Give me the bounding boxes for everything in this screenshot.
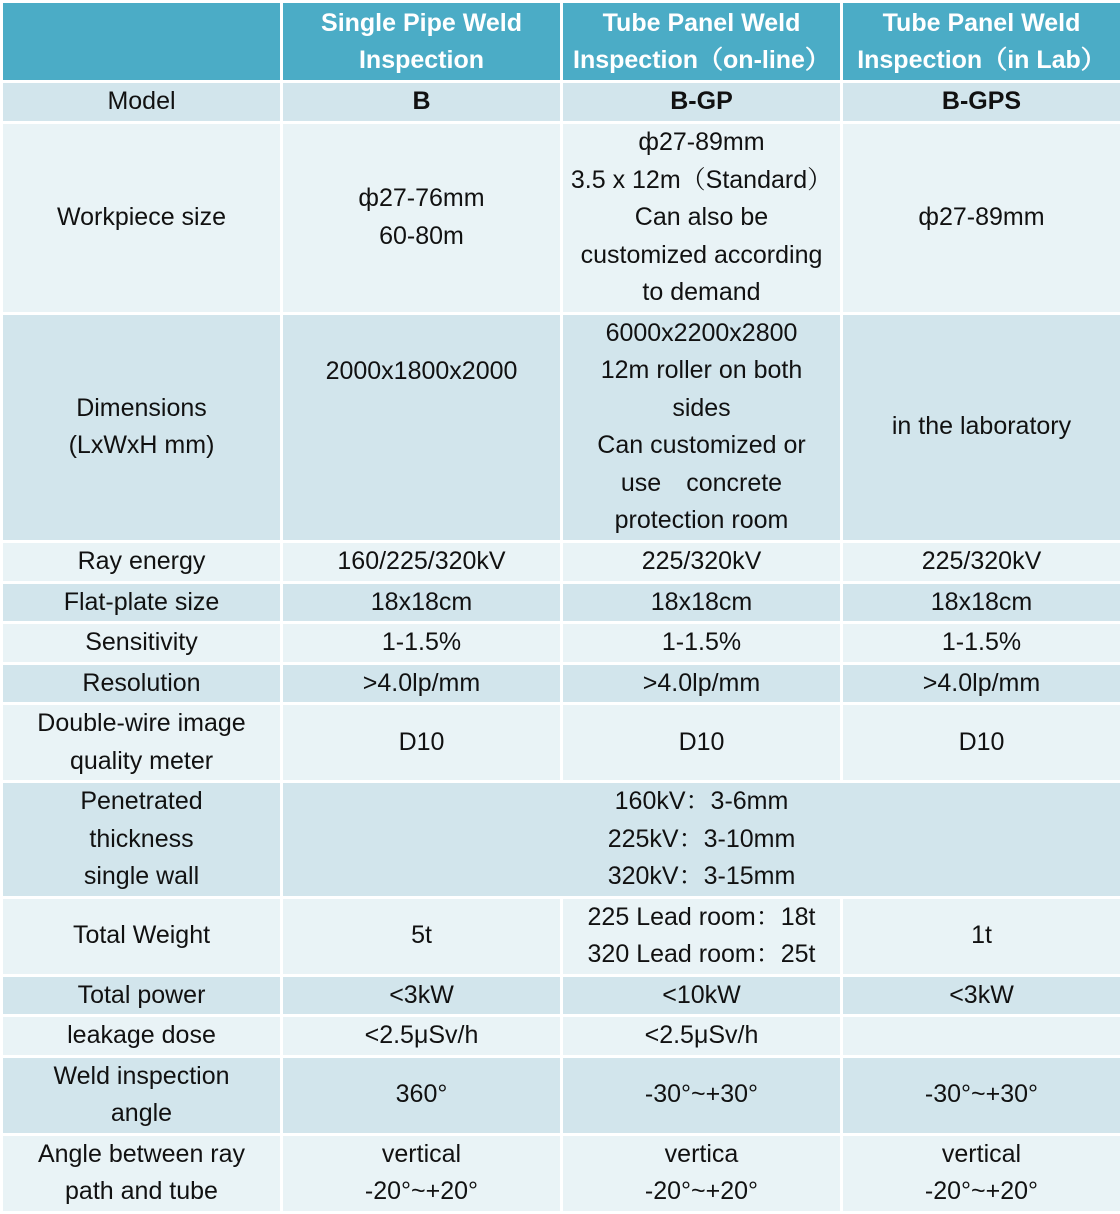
cell-total-weight-b	[282, 897, 562, 975]
cell-dimensions-bgp	[562, 313, 842, 541]
cell-text-line: leakage dose	[9, 1017, 274, 1055]
cell-text-line: Sensitivity	[9, 624, 274, 662]
row-label-resolution	[2, 663, 282, 704]
cell-leakage-bgps	[842, 1016, 1120, 1057]
cell-text-line: Resolution	[9, 665, 274, 703]
cell-text-line: protection room	[569, 502, 834, 540]
cell-text-line: 5t	[289, 917, 554, 955]
cell-workpiece-bgp	[562, 123, 842, 314]
cell-ray-energy-bgp	[562, 541, 842, 582]
cell-text-line: Tube Panel Weld	[849, 5, 1114, 42]
table-row-dimensions	[2, 313, 1120, 541]
cell-flat-plate-bgp	[562, 582, 842, 623]
table-row-ray-angle	[2, 1134, 1120, 1212]
table-row-weld-angle	[2, 1056, 1120, 1134]
cell-double-wire-bgp	[562, 704, 842, 782]
row-label-ray-energy	[2, 541, 282, 582]
cell-text-line: 18x18cm	[289, 584, 554, 622]
cell-ray-angle-bgp	[562, 1134, 842, 1212]
cell-weld-angle-bgp	[562, 1056, 842, 1134]
cell-resolution-bgps	[842, 663, 1120, 704]
cell-text-line: 1-1.5%	[849, 624, 1114, 662]
cell-double-wire-b	[282, 704, 562, 782]
cell-text-line: Total power	[9, 977, 274, 1015]
cell-text-line: Model	[9, 83, 274, 121]
table-row-total-power	[2, 975, 1120, 1016]
cell-text-line: Can also be	[569, 199, 834, 237]
cell-resolution-bgp	[562, 663, 842, 704]
cell-text-line: ф27-76mm	[289, 180, 554, 218]
cell-text-line: Double-wire image	[9, 705, 274, 743]
cell-model-bgp	[562, 82, 842, 123]
cell-text-line: 160/225/320kV	[289, 543, 554, 581]
cell-text-line: 1t	[849, 917, 1114, 955]
cell-text-line: 2000x1800x2000	[289, 353, 554, 391]
cell-text-line: 6000x2200x2800	[569, 315, 834, 353]
cell-total-weight-bgps	[842, 897, 1120, 975]
cell-total-power-bgp	[562, 975, 842, 1016]
cell-text-line: -30°~+30°	[849, 1076, 1114, 1114]
cell-text-line: 3.5 x 12m（Standard）	[569, 162, 834, 200]
row-label-weld-angle	[2, 1056, 282, 1134]
cell-text-line: Angle between ray	[9, 1136, 274, 1174]
cell-text-line: vertical	[289, 1136, 554, 1174]
cell-text-line: Penetrated	[9, 783, 274, 821]
header-single-pipe	[282, 2, 562, 82]
header-tube-panel-online	[562, 2, 842, 82]
cell-text-line: 225/320kV	[569, 543, 834, 581]
cell-text-line: B	[289, 83, 554, 121]
cell-text-line: Flat-plate size	[9, 584, 274, 622]
cell-leakage-bgp	[562, 1016, 842, 1057]
table-row-double-wire	[2, 704, 1120, 782]
cell-text-line: 225 Lead room：18t	[569, 899, 834, 937]
cell-text-line: 12m roller on both	[569, 352, 834, 390]
cell-text-line: Dimensions	[9, 390, 274, 428]
row-label-flat-plate	[2, 582, 282, 623]
cell-double-wire-bgps	[842, 704, 1120, 782]
table-row-resolution	[2, 663, 1120, 704]
cell-workpiece-b	[282, 123, 562, 314]
cell-weld-angle-b	[282, 1056, 562, 1134]
cell-text-line: to demand	[569, 274, 834, 312]
cell-ray-angle-bgps	[842, 1134, 1120, 1212]
cell-text-line: ф27-89mm	[849, 199, 1114, 237]
cell-dimensions-bgps	[842, 313, 1120, 541]
cell-text-line: <10kW	[569, 977, 834, 1015]
cell-text-line: -20°~+20°	[289, 1173, 554, 1211]
cell-text-line: customized according	[569, 237, 834, 275]
cell-text-line: angle	[9, 1095, 274, 1133]
cell-text-line: -30°~+30°	[569, 1076, 834, 1114]
cell-text-line: D10	[849, 724, 1114, 762]
row-label-workpiece	[2, 123, 282, 314]
cell-dimensions-b	[282, 313, 562, 541]
cell-text-line: quality meter	[9, 743, 274, 781]
cell-text-line: D10	[569, 724, 834, 762]
row-label-ray-angle	[2, 1134, 282, 1212]
table-row-model	[2, 82, 1120, 123]
cell-text-line: single wall	[9, 858, 274, 896]
cell-text-line: B-GPS	[849, 83, 1114, 121]
row-label-double-wire	[2, 704, 282, 782]
cell-text-line: <3kW	[289, 977, 554, 1015]
cell-text-line: 1-1.5%	[569, 624, 834, 662]
cell-text-line: <2.5μSv/h	[289, 1017, 554, 1055]
row-label-model	[2, 82, 282, 123]
row-label-dimensions	[2, 313, 282, 541]
cell-workpiece-bgps	[842, 123, 1120, 314]
cell-text-line: path and tube	[9, 1173, 274, 1211]
cell-text-line: thickness	[9, 821, 274, 859]
cell-text-line: 60-80m	[289, 218, 554, 256]
cell-text-line: Inspection	[289, 42, 554, 79]
cell-text-line: sides	[569, 390, 834, 428]
cell-text-line: 160kV：3-6mm	[289, 783, 1114, 821]
cell-weld-angle-bgps	[842, 1056, 1120, 1134]
cell-text-line: vertical	[849, 1136, 1114, 1174]
cell-sensitivity-bgps	[842, 623, 1120, 664]
cell-sensitivity-b	[282, 623, 562, 664]
table-row-ray-energy	[2, 541, 1120, 582]
cell-text-line: 320kV：3-15mm	[289, 858, 1114, 896]
cell-total-power-b	[282, 975, 562, 1016]
cell-text-line: -20°~+20°	[849, 1173, 1114, 1211]
cell-text-line: D10	[289, 724, 554, 762]
cell-ray-angle-b	[282, 1134, 562, 1212]
table-row-leakage	[2, 1016, 1120, 1057]
row-label-penetrated	[2, 782, 282, 898]
table-row-sensitivity	[2, 623, 1120, 664]
table-row-workpiece	[2, 123, 1120, 314]
cell-text-line: -20°~+20°	[569, 1173, 834, 1211]
cell-text-line: 360°	[289, 1076, 554, 1114]
cell-text-line: B-GP	[569, 83, 834, 121]
cell-text-line: Single Pipe Weld	[289, 5, 554, 42]
cell-resolution-b	[282, 663, 562, 704]
table-row-total-weight	[2, 897, 1120, 975]
cell-text-line: Inspection（in Lab）	[849, 42, 1114, 79]
cell-total-weight-bgp	[562, 897, 842, 975]
cell-text-line: >4.0lp/mm	[569, 665, 834, 703]
cell-text-line: use concrete	[569, 465, 834, 503]
cell-model-bgps	[842, 82, 1120, 123]
cell-text-line: 18x18cm	[849, 584, 1114, 622]
cell-text-line: 1-1.5%	[289, 624, 554, 662]
table-row-penetrated	[2, 782, 1120, 898]
cell-text-line: ф27-89mm	[569, 124, 834, 162]
cell-sensitivity-bgp	[562, 623, 842, 664]
row-label-total-weight	[2, 897, 282, 975]
header-corner	[2, 2, 282, 82]
cell-text-line: Weld inspection	[9, 1058, 274, 1096]
cell-model-b	[282, 82, 562, 123]
cell-text-line: 225kV：3-10mm	[289, 821, 1114, 859]
cell-text-line: Workpiece size	[9, 199, 274, 237]
cell-penetrated-merged	[282, 782, 1120, 898]
cell-text-line: Can customized or	[569, 427, 834, 465]
cell-text-line: >4.0lp/mm	[289, 665, 554, 703]
header-tube-panel-lab	[842, 2, 1120, 82]
cell-leakage-b	[282, 1016, 562, 1057]
cell-flat-plate-bgps	[842, 582, 1120, 623]
cell-text-line: Ray energy	[9, 543, 274, 581]
table-row-flat-plate	[2, 582, 1120, 623]
cell-text-line: 225/320kV	[849, 543, 1114, 581]
cell-text-line: Total Weight	[9, 917, 274, 955]
row-label-leakage	[2, 1016, 282, 1057]
header-row	[2, 2, 1120, 82]
cell-text-line: vertica	[569, 1136, 834, 1174]
cell-flat-plate-b	[282, 582, 562, 623]
cell-text-line: >4.0lp/mm	[849, 665, 1114, 703]
cell-text-line: (LxWxH mm)	[9, 427, 274, 465]
cell-text-line: Tube Panel Weld	[569, 5, 834, 42]
cell-ray-energy-bgps	[842, 541, 1120, 582]
cell-text-line: <3kW	[849, 977, 1114, 1015]
row-label-sensitivity	[2, 623, 282, 664]
cell-text-line: Inspection（on-line）	[569, 42, 834, 79]
row-label-total-power	[2, 975, 282, 1016]
cell-text-line: 320 Lead room：25t	[569, 936, 834, 974]
cell-text-line: 18x18cm	[569, 584, 834, 622]
cell-text-line: <2.5μSv/h	[569, 1017, 834, 1055]
cell-text-line: in the laboratory	[849, 408, 1114, 446]
cell-total-power-bgps	[842, 975, 1120, 1016]
cell-ray-energy-b	[282, 541, 562, 582]
